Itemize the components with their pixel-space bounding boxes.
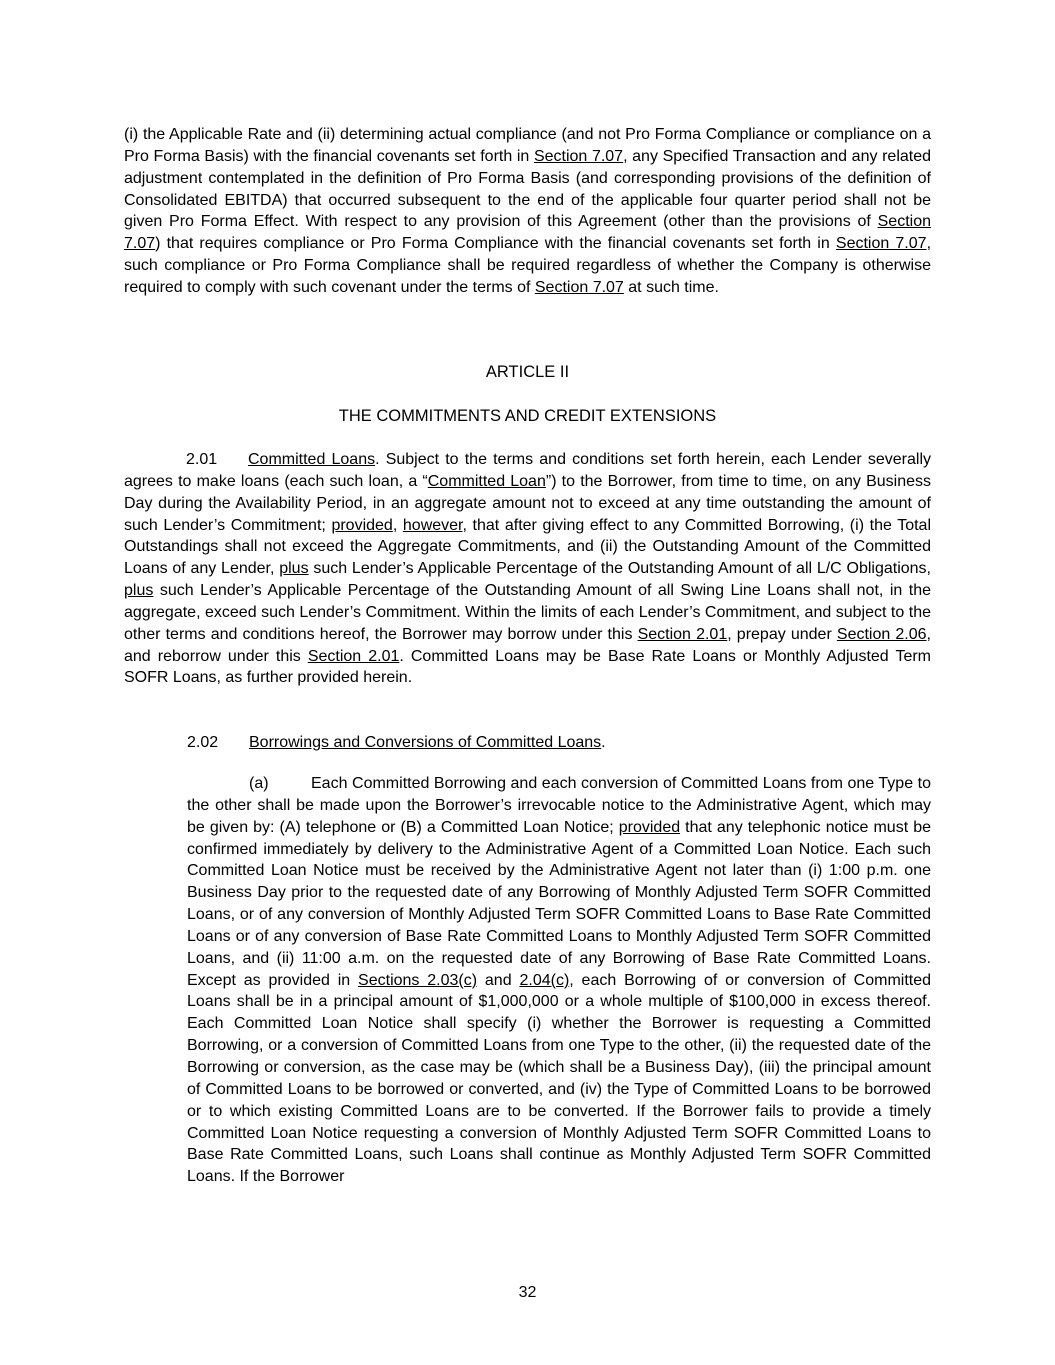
section-number: 2.02	[187, 734, 219, 751]
text-run: , and reborrow under this	[124, 625, 931, 665]
text-run: , such compliance or Pro Forma Compliance shall be required regardless of whether the Company is otherwise required to comply with such covenant under the terms of	[124, 235, 932, 296]
text-run: (i) the Applicable Rate and (ii) determining actual compliance (and not Pro Forma Compliance or compliance on a Pro Forma Basis) with the financial covenants set forth in	[124, 126, 931, 165]
term-provided: provided	[331, 516, 393, 534]
article-number: ARTICLE II	[485, 363, 570, 381]
section-reference: Section 2.06	[836, 625, 927, 643]
text-run: ”) to the Borrower, from time to time, on any Business Day during the Availability Period, in an aggregate amount not to exceed at any time outstanding the amount of such Lender’s Commitment;	[124, 472, 932, 534]
text-run: , prepay under	[727, 625, 837, 643]
text-run: , each Borrowing of or conversion of Committed Loans shall be in a principal amount of $1,000,000 or a whole multiple of $100,000 in excess thereof. Each Committed Loan Notice shall specify (i) whether the Borrower is requesting a Committed Borrowing, or a conversion of Committed Loans from one Type to the other, (ii) the requested date of the Borrowing or conversion, as the case may be (which shall be a Business Day), (iii) the principal amount of Committed Loans to be borrowed or converted, and (iv) the Type of Committed Loans to be borrowed or to which existing Committed Loans are to be converted. If the Borrower fails to provide a timely Committed Loan Notice requesting a conversion of Monthly Adjusted Term SOFR Committed Loans to Base Rate Committed Loans, such Loans shall continue as Monthly Adjusted Term SOFR Committed Loans. If the Borrower	[187, 971, 932, 1186]
text-run: , that after giving effect to any Committed Borrowing, (i) the Total Outstandings shall not exceed the Aggregate Commitments, and (ii) the Outstanding Amount of the Committed Loans of any Lender,	[124, 516, 931, 578]
section-reference: Section 2.01	[637, 625, 728, 643]
section-reference: Section 7.07	[534, 278, 624, 296]
section-reference: 2.04(c)	[519, 971, 570, 989]
term-however: however	[402, 516, 463, 534]
section-reference: Section 7.07	[835, 235, 927, 253]
term-provided: provided	[618, 818, 681, 836]
text-run: such Lender’s Applicable Percentage of the Outstanding Amount of all Swing Line Loans shall not, in the aggregate, exceed such Lender’s Commitment. Within the limits of each Lender’s Commitment, and subject to the other terms and conditions hereof, the Borrower may borrow under this	[124, 582, 931, 643]
section-number: 2.01	[186, 451, 218, 468]
section-heading: Borrowings and Conversions of Committed Loans	[249, 734, 602, 751]
section-reference: Section 7.07	[124, 213, 931, 253]
section-reference: Sections 2.03(c)	[358, 971, 478, 989]
text-run: that any telephonic notice must be confirmed immediately by delivery to the Administrative Agent of a Committed Loan Notice. Each such Committed Loan Notice must be received by the Administrative Agent not later than (i) 1:00 p.m. one Business Day prior to the requested date of any Borrowing of Monthly Adjusted Term SOFR Committed Loans, or of any conversion of Monthly Adjusted Term SOFR Committed Loans to Base Rate Committed Loans or of any conversion of Base Rate Committed Loans to Monthly Adjusted Term SOFR Committed Loans, and (ii) 11:00 a.m. on the requested date of any Borrowing of Base Rate Committed Loans. Except as provided in	[187, 818, 931, 989]
text-run: such Lender’s Applicable Percentage of the Outstanding Amount of all L/C Obligations,	[308, 560, 931, 578]
paragraph-intro	[124, 124, 931, 299]
text-run: , any Specified Transaction and any related adjustment contemplated in the definition of Pro Forma Basis (and corresponding provisions of the definition of Consolidated EBITDA) that occurred subsequent to the end of the applicable four quarter period shall not be given Pro Forma Effect. With respect to any provision of this Agreement (other than the provisions of	[124, 147, 932, 231]
clause-label: (a)	[249, 775, 269, 792]
section-reference: Section 7.07	[533, 147, 624, 165]
text-run: ) that requires compliance or Pro Forma Compliance with the financial covenants set forth in	[155, 235, 836, 253]
section-heading: Committed Loans	[248, 451, 376, 468]
text-run: at such time.	[623, 278, 719, 296]
text-run: .	[601, 734, 606, 751]
section-2-01	[124, 449, 931, 689]
text-run: and	[477, 971, 520, 989]
article-title: THE COMMITMENTS AND CREDIT EXTENSIONS	[338, 407, 717, 425]
text-run: . Committed Loans may be Base Rate Loans or Monthly Adjusted Term SOFR Loans, as further provided herein.	[124, 647, 931, 687]
page-number: 32	[518, 1284, 537, 1301]
text-run: . Subject to the terms and conditions set forth herein, each Lender severally agrees to make loans (each such loan, a “	[124, 451, 932, 490]
text-run: Each Committed Borrowing and each conversion of Committed Loans from one Type to the other shall be made upon the Borrower’s irrevocable notice to the Administrative Agent, which may be given by: (A) telephone or (B) a Committed Loan Notice;	[187, 775, 931, 836]
term-plus: plus	[279, 560, 309, 578]
term-plus: plus	[124, 582, 154, 600]
defined-term: Committed Loan	[427, 472, 546, 490]
text-run: ,	[392, 516, 403, 534]
section-2-02-a	[187, 773, 931, 1188]
section-reference: Section 2.01	[307, 647, 400, 665]
section-2-02-heading	[187, 732, 931, 754]
